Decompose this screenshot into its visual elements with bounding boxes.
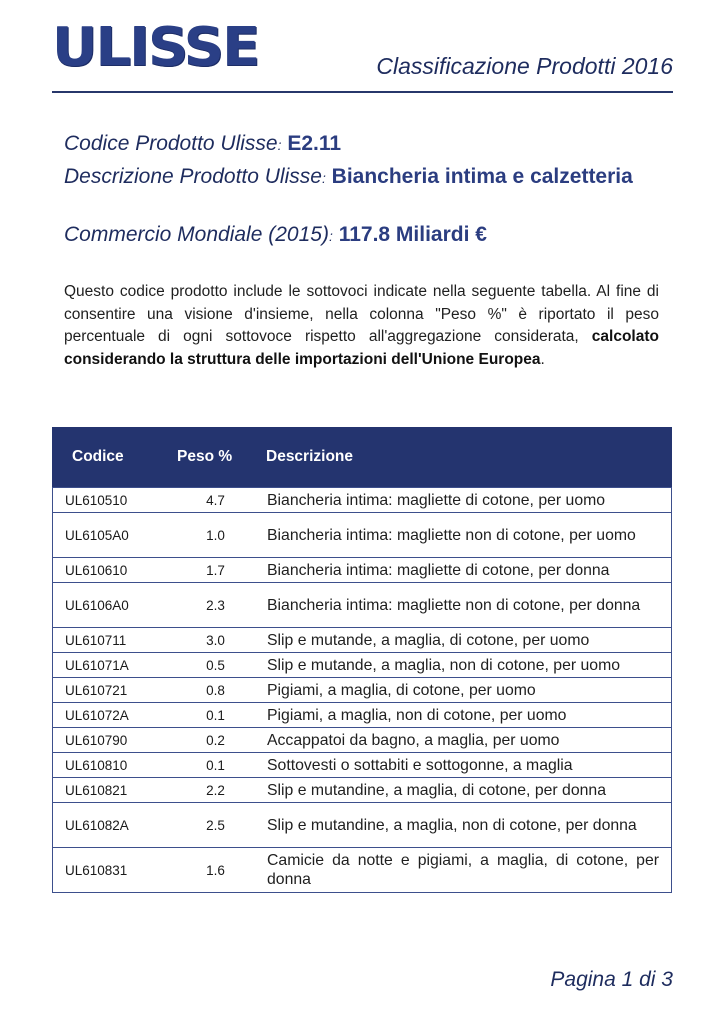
world-trade-value: 117.8 Miliardi € [338,223,487,246]
cell-description: Slip e mutande, a maglia, non di cotone, per uomo [267,656,621,674]
cell-code: UL610821 [65,782,128,798]
cell-code: UL6106A0 [65,597,129,613]
table-row [53,627,671,652]
header-weight: Peso % [177,448,233,465]
table-row [53,677,671,702]
cell-weight: 2.3 [206,597,225,613]
cell-code: UL610711 [65,632,127,648]
product-desc-line [64,161,664,194]
cell-code: UL61071A [65,657,129,673]
cell-weight: 1.6 [206,862,225,878]
cell-weight: 4.7 [206,492,225,508]
cell-code: UL610831 [65,862,128,878]
product-code-sep: : [277,137,282,153]
logo-text: ULISSE [52,16,259,79]
table-row [53,777,671,802]
cell-description: Pigiami, a maglia, non di cotone, per uomo [267,706,567,724]
intro-bold-text: calcolato considerando la struttura delle importazioni dell'Unione Europea [64,328,659,368]
cell-description: Biancheria intima: magliette di cotone, per donna [267,561,610,579]
product-desc-label: Descrizione Prodotto Ulisse [64,165,322,188]
table-row [53,727,671,752]
cell-code: UL61082A [65,817,129,833]
cell-description: Pigiami, a maglia, di cotone, per uomo [267,681,536,699]
cell-code: UL6105A0 [65,527,129,543]
cell-description: Slip e mutande, a maglia, di cotone, per uomo [267,631,590,649]
world-trade-sep: : [328,228,333,244]
page-header [52,16,673,94]
cell-description: Slip e mutandine, a maglia, non di cotone, per donna [267,816,637,834]
cell-weight: 2.2 [206,782,225,798]
cell-weight: 0.1 [206,757,225,773]
cell-description: Camicie da notte e pigiami, a maglia, di cotone, per donna [267,852,659,888]
cell-weight: 0.8 [206,682,225,698]
intro-paragraph [64,281,659,371]
cell-code: UL610610 [65,562,128,578]
cell-description: Slip e mutandine, a maglia, di cotone, per donna [267,781,606,799]
table-row [53,652,671,677]
product-meta [64,128,664,194]
cell-description: Biancheria intima: magliette di cotone, per uomo [267,491,606,509]
cell-code: UL61072A [65,707,129,723]
cell-weight: 1.7 [206,562,225,578]
table-row [53,582,671,627]
product-desc-sep: : [321,170,326,186]
cell-description: Biancheria intima: magliette non di cotone, per donna [267,596,641,614]
table-row [53,487,671,512]
cell-code: UL610790 [65,732,128,748]
product-code-line [64,128,664,161]
page-number: Pagina 1 di 3 [550,968,673,991]
table-row [53,512,671,557]
table-row [53,702,671,727]
cell-weight: 0.1 [206,707,225,723]
cell-weight: 0.5 [206,657,225,673]
header-description: Descrizione [266,448,354,465]
table-row [53,802,671,847]
ulisse-logo [52,16,259,79]
cell-weight: 0.2 [206,732,225,748]
table-row [53,847,671,892]
world-trade-label: Commercio Mondiale (2015) [64,223,329,246]
cell-description: Sottovesti o sottabiti e sottogonne, a maglia [267,756,573,774]
cell-weight: 2.5 [206,817,225,833]
table-header [52,427,672,487]
world-trade-line [64,219,487,252]
cell-description: Accappatoi da bagno, a maglia, per uomo [267,731,560,749]
cell-description: Biancheria intima: magliette non di cotone, per uomo [267,526,636,544]
product-desc-value: Biancheria intima e calzetteria [331,165,633,188]
intro-text: Questo codice prodotto include le sottovoci indicate nella seguente tabella. Al fine di consentire una visione d'insieme, nella colonna "Peso %" è riportato il peso percentuale di ogni sottovoce rispetto all'aggregazione considerata, [64,283,659,345]
header-divider [52,91,673,93]
table-row [53,557,671,582]
product-code-label: Codice Prodotto Ulisse [64,132,278,155]
document-title: Classificazione Prodotti 2016 [376,53,673,79]
subitems-table [52,427,672,893]
cell-weight: 3.0 [206,632,225,648]
product-code-value: E2.11 [287,132,342,155]
cell-weight: 1.0 [206,527,225,543]
table-body [52,487,672,893]
cell-code: UL610810 [65,757,128,773]
cell-code: UL610510 [65,492,128,508]
table-row [53,752,671,777]
cell-code: UL610721 [65,682,128,698]
header-code: Codice [72,448,124,465]
intro-end: . [540,350,545,368]
